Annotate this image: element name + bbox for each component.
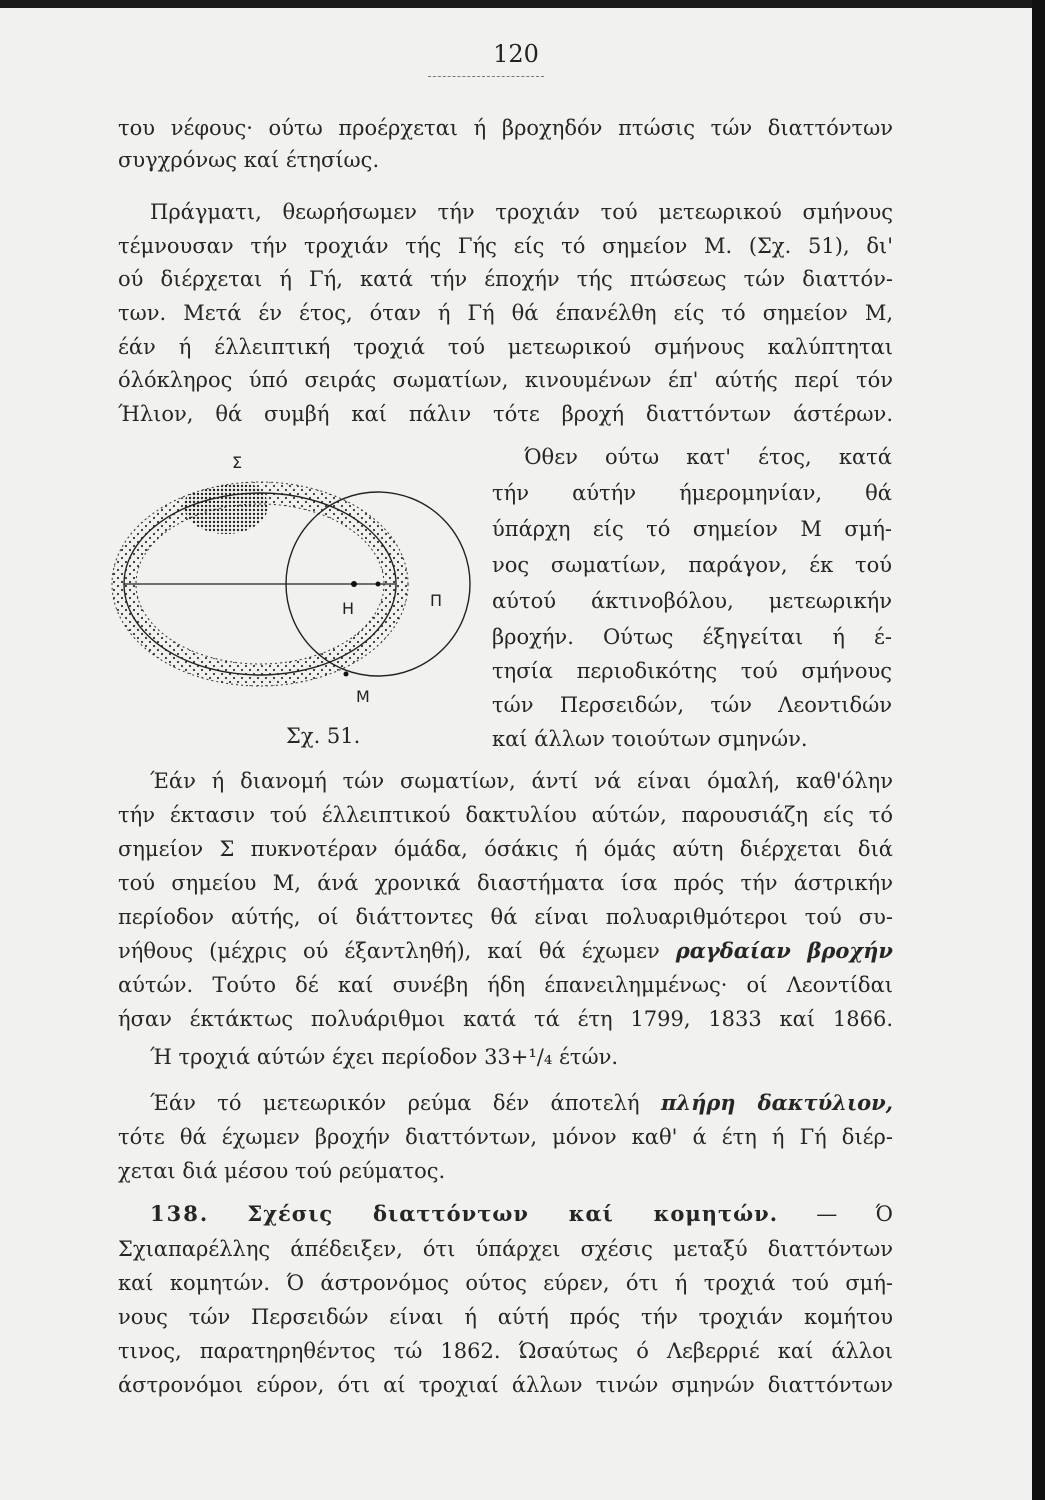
- text-line: του νέφους· ούτω προέρχεται ή βροχηδόν πτώσις τών διαττόντων: [118, 116, 893, 140]
- text-line: αύτών. Τούτο δέ καί συνέβη ήδη έπανειλημμένως· οί Λεοντίδαι: [118, 973, 893, 997]
- emphasis-text: πλήρη δακτύλιον,: [660, 1090, 893, 1115]
- section-heading-line: [118, 1198, 893, 1230]
- text-line: τών Περσειδών, τών Λεοντιδών: [492, 693, 892, 717]
- text-line: Όθεν ούτω κατ' έτος, κατά: [524, 445, 892, 469]
- text-line: όλόκληρος ύπό σειράς σωματίων, κινουμένων έπ' αύτής περί τόν: [118, 368, 893, 392]
- emphasis-text: ραγδαίαν βροχήν: [675, 938, 893, 963]
- text-line: των. Μετά έν έτος, όταν ή Γή θά έπανέλθη είς τό σημείον Μ,: [118, 301, 893, 325]
- page-edge-shadow: [1032, 0, 1045, 1500]
- label-h: Η: [342, 599, 355, 618]
- text-line: ύπάρχη είς τό σημείον Μ σμή-: [492, 517, 892, 541]
- page-number: 120: [493, 40, 539, 68]
- text-line: Έάν ή διανομή τών σωματίων, άντί νά είναι όμαλή, καθ'όλην: [150, 769, 893, 793]
- text-line: καί άλλων τοιούτων σμηνών.: [492, 727, 808, 751]
- text-line: Ή τροχιά αύτών έχει περίοδον 33+¹/₄ έτών.: [150, 1045, 619, 1069]
- text-line: περίοδον αύτής, οί διάττοντες θά είναι πολυαριθμότεροι τού συ-: [118, 905, 893, 929]
- text-line: [118, 1087, 893, 1119]
- text-line: τινος, παρατηρηθέντος τώ 1862. Ώσαύτως ό Λεβερριέ καί άλλοι: [118, 1339, 893, 1363]
- text-line: Πράγματι, θεωρήσωμεν τήν τροχιάν τού μετεωρικού σμήνους: [150, 200, 893, 224]
- dense-cluster-s: [184, 478, 268, 534]
- text-line: ήσαν έκτάκτως πολυάριθμοι κατά τά έτη 1799, 1833 καί 1866.: [118, 1007, 893, 1031]
- text-line: τησία περιοδικότης τού σμήνους: [492, 659, 892, 683]
- text-line: τού σημείου Μ, άνά χρονικά διαστήματα ίσα πρός τήν άστρικήν: [118, 871, 893, 895]
- label-s: Σ: [232, 453, 243, 472]
- text-line: καί κομητών. Ό άστρονόμος ούτος εύρεν, ότι ή τροχιά τού σμή-: [118, 1271, 893, 1295]
- section-title: Σχέσις διαττόντων καί κομητών.: [247, 1201, 779, 1226]
- text-line: βροχήν. Ούτως έξηγείται ή έ-: [492, 625, 892, 649]
- page-number-rule: [428, 76, 544, 77]
- figure-caption: Σχ. 51.: [286, 724, 361, 748]
- text-segment: — Ό: [816, 1202, 893, 1226]
- text-line: έάν ή έλλειπτική τροχιά τού μετεωρικού σμήνους καλύπτηται: [118, 335, 893, 359]
- text-line: Σχιαπαρέλλης άπέδειξεν, ότι ύπάρχει σχέσις μεταξύ διαττόντων: [118, 1237, 893, 1261]
- text-line: τότε θά έχωμεν βροχήν διαττόντων, μόνον καθ' ά έτη ή Γή διέρ-: [118, 1125, 893, 1149]
- text-segment: Έάν τό μετεωρικόν ρεύμα δέν άποτελή: [150, 1091, 661, 1115]
- figure-51-orbit-diagram: [108, 448, 488, 720]
- text-segment: νήθους (μέχρις ού έξαντληθή), καί θά έχωμεν: [118, 939, 676, 963]
- text-line: [118, 935, 893, 967]
- text-line: άστρονόμοι εύρον, ότι αί τροχιαί άλλων τινών σμηνών διαττόντων: [118, 1373, 893, 1397]
- text-line: νος σωματίων, παράγον, έκ τού: [492, 553, 892, 577]
- perihelion-point: [376, 582, 381, 587]
- text-line: ού διέρχεται ή Γή, κατά τήν έποχήν τής πτώσεως τών διαττόν-: [118, 267, 893, 291]
- text-line: τέμνουσαν τήν τροχιάν τής Γής είς τό σημείον Μ. (Σχ. 51), δι': [118, 234, 893, 258]
- text-line: συγχρόνως καί έτησίως.: [118, 148, 380, 172]
- text-line: αύτού άκτινοβόλου, μετεωρικήν: [492, 589, 892, 613]
- sun-point-h: [351, 581, 357, 587]
- text-line: χεται διά μέσου τού ρεύματος.: [118, 1159, 446, 1183]
- text-line: τήν αύτήν ήμερομηνίαν, θά: [492, 481, 892, 505]
- section-number: 138.: [150, 1201, 210, 1226]
- text-line: σημείον Σ πυκνοτέραν όμάδα, όσάκις ή όμάς αύτη διέρχεται διά: [118, 837, 893, 861]
- point-m: [344, 672, 349, 677]
- text-line: νους τών Περσειδών είναι ή αύτή πρός τήν τροχιάν κομήτου: [118, 1305, 893, 1329]
- label-m: Μ: [356, 687, 370, 706]
- label-p: Π: [430, 591, 443, 610]
- text-line: Ήλιον, θά συμβή καί πάλιν τότε βροχή διαττόντων άστέρων.: [118, 402, 893, 426]
- text-line: τήν έκτασιν τού έλλειπτικού δακτυλίου αύτών, παρουσιάζη είς τό: [118, 803, 893, 827]
